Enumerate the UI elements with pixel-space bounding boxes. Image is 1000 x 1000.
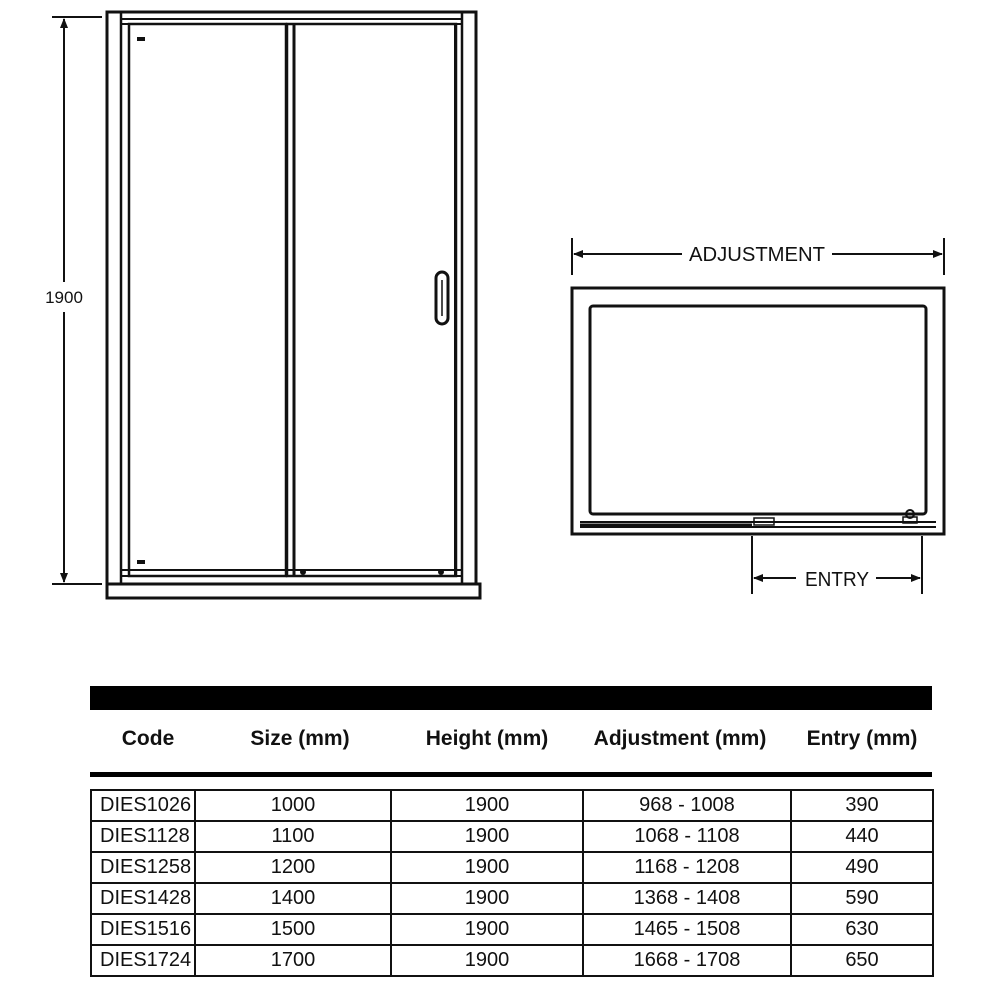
- entry-label: ENTRY: [805, 569, 869, 591]
- table-row: [91, 914, 933, 945]
- cell-entry: 630: [791, 914, 933, 945]
- cell-size: 1200: [195, 852, 391, 883]
- fixed-panel: [129, 24, 286, 576]
- cell-height: 1900: [391, 914, 583, 945]
- cell-height: 1900: [391, 852, 583, 883]
- cell-adjustment: 1168 - 1208: [583, 852, 791, 883]
- column-header-code: Code: [121, 727, 175, 750]
- cell-size: 1500: [195, 914, 391, 945]
- enclosure-outer-frame: [107, 12, 476, 584]
- table-row: [91, 883, 933, 914]
- cell-size: 1000: [195, 790, 391, 821]
- plan-view: [572, 238, 944, 594]
- shower-tray: [107, 584, 480, 598]
- cell-height: 1900: [391, 945, 583, 976]
- right-wall-profile: [462, 12, 476, 584]
- table-row: [91, 821, 933, 852]
- table-header-row: [90, 710, 932, 772]
- cell-entry: 490: [791, 852, 933, 883]
- table-row: [91, 852, 933, 883]
- left-wall-profile: [107, 12, 121, 584]
- spec-table-body: [90, 789, 934, 977]
- column-header-size: Size (mm): [250, 727, 350, 750]
- cell-adjustment: 1668 - 1708: [583, 945, 791, 976]
- cell-adjustment: 1465 - 1508: [583, 914, 791, 945]
- roller-left: [301, 570, 306, 575]
- column-header-adjustment: Adjustment (mm): [593, 727, 767, 750]
- front-elevation: [52, 12, 480, 598]
- cell-code: DIES1258: [91, 852, 195, 883]
- cell-code: DIES1724: [91, 945, 195, 976]
- adjustment-label: ADJUSTMENT: [689, 244, 825, 266]
- cell-height: 1900: [391, 883, 583, 914]
- cell-adjustment: 1368 - 1408: [583, 883, 791, 914]
- cell-entry: 390: [791, 790, 933, 821]
- cell-size: 1400: [195, 883, 391, 914]
- cell-entry: 590: [791, 883, 933, 914]
- cell-size: 1100: [195, 821, 391, 852]
- sliding-door-panel: [287, 24, 456, 576]
- cell-height: 1900: [391, 790, 583, 821]
- cell-adjustment: 1068 - 1108: [583, 821, 791, 852]
- cell-code: DIES1516: [91, 914, 195, 945]
- table-top-bar: [90, 686, 932, 710]
- column-header-entry: Entry (mm): [806, 727, 918, 750]
- plan-tray-inner: [590, 306, 926, 514]
- spec-table: [90, 686, 932, 977]
- height-label: 1900: [45, 288, 83, 307]
- cell-height: 1900: [391, 821, 583, 852]
- column-header-height: Height (mm): [425, 727, 549, 750]
- cell-size: 1700: [195, 945, 391, 976]
- cell-entry: 440: [791, 821, 933, 852]
- plan-outer-frame: [572, 288, 944, 534]
- cell-code: DIES1128: [91, 821, 195, 852]
- table-row: [91, 945, 933, 976]
- cell-entry: 650: [791, 945, 933, 976]
- table-row: [91, 790, 933, 821]
- cell-code: DIES1428: [91, 883, 195, 914]
- cell-code: DIES1026: [91, 790, 195, 821]
- cell-adjustment: 968 - 1008: [583, 790, 791, 821]
- roller-right: [439, 570, 444, 575]
